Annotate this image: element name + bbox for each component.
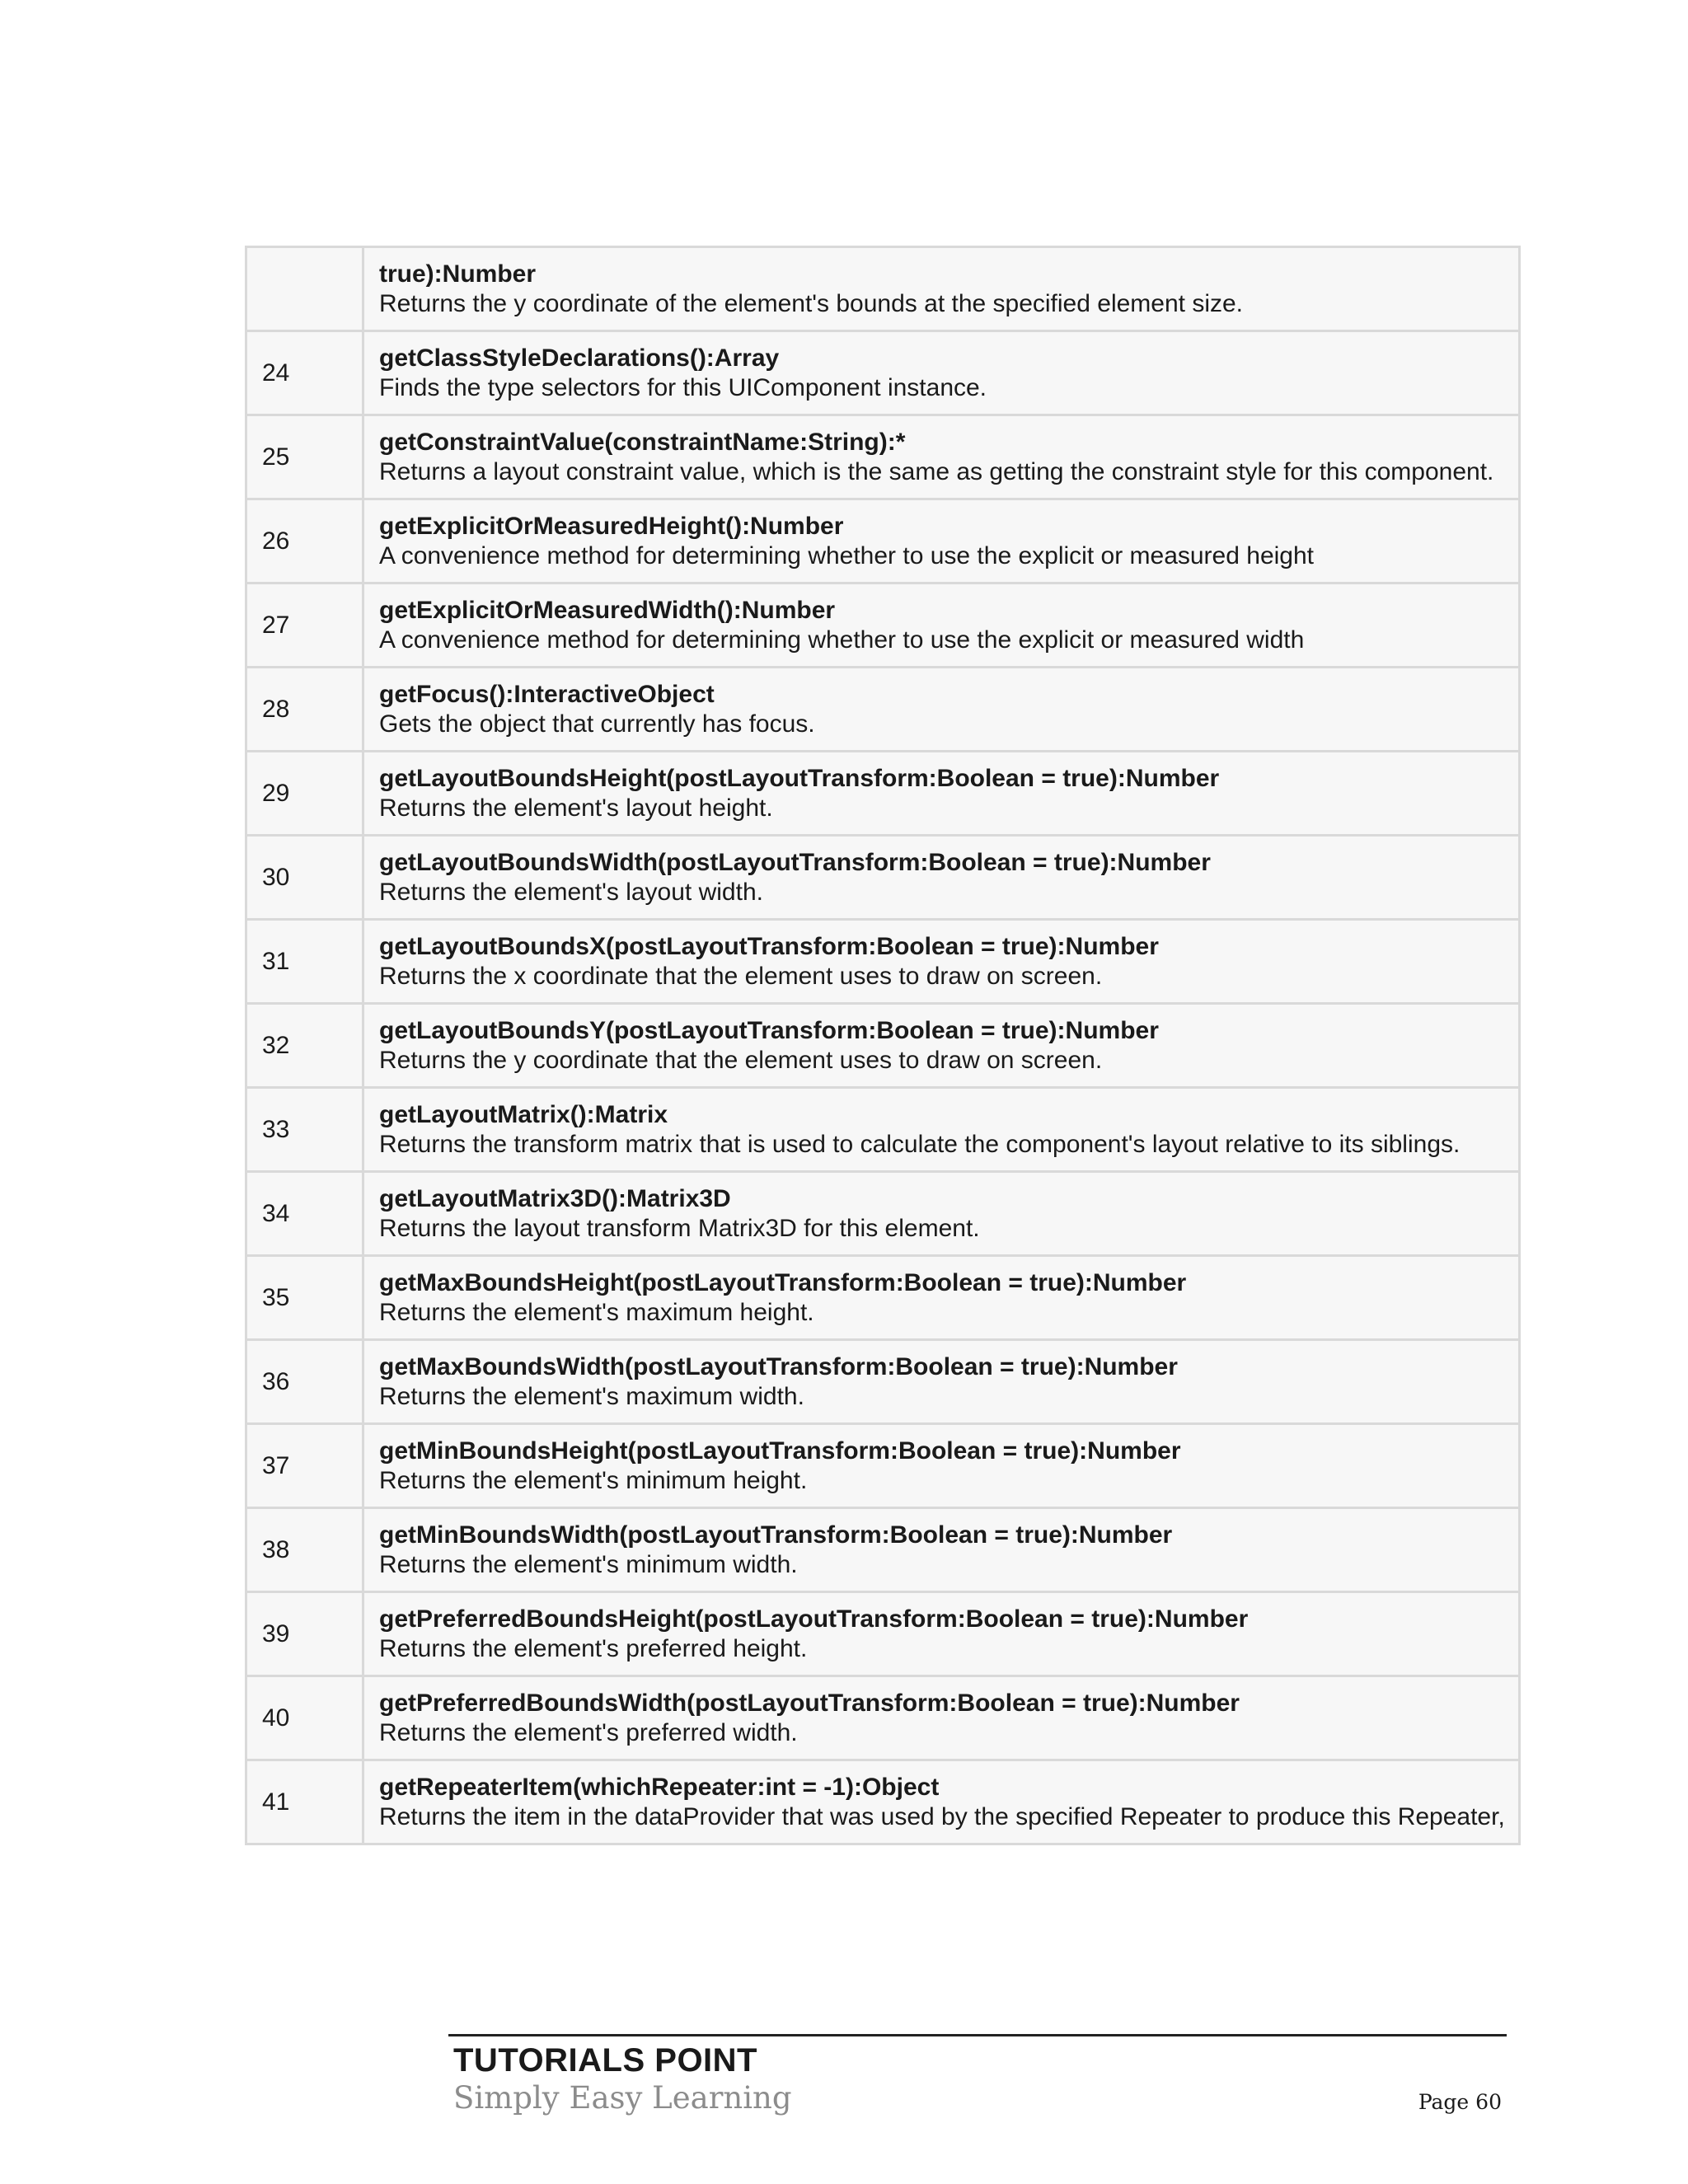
footer-brand-tagline: Simply Easy Learning — [453, 2080, 792, 2116]
method-signature: getLayoutBoundsY(postLayoutTransform:Boolean = true):Number — [379, 1016, 1159, 1044]
row-number: 32 — [246, 1004, 363, 1088]
footer-brand-title: TUTORIALS POINT — [453, 2042, 757, 2079]
row-number: 27 — [246, 583, 363, 668]
method-description: Gets the object that currently has focus. — [379, 710, 815, 738]
table-row — [246, 836, 1520, 920]
table-row — [246, 1340, 1520, 1424]
method-description: Returns the element's maximum width. — [379, 1382, 804, 1410]
row-number: 39 — [246, 1592, 363, 1676]
method-signature: getExplicitOrMeasuredHeight():Number — [379, 512, 844, 540]
method-cell — [363, 752, 1520, 836]
method-signature: getLayoutMatrix():Matrix — [379, 1100, 668, 1128]
method-description: Finds the type selectors for this UIComponent instance. — [379, 373, 987, 401]
table-row — [246, 1676, 1520, 1760]
method-signature: getMinBoundsWidth(postLayoutTransform:Boolean = true):Number — [379, 1521, 1173, 1549]
method-description: Returns the x coordinate that the element uses to draw on screen. — [379, 962, 1103, 990]
method-cell — [363, 1676, 1520, 1760]
table-row — [246, 499, 1520, 583]
method-signature: getFocus():InteractiveObject — [379, 680, 715, 708]
table-row — [246, 331, 1520, 415]
method-description: Returns the element's layout height. — [379, 794, 773, 822]
method-signature: getClassStyleDeclarations():Array — [379, 344, 780, 372]
method-signature: getMaxBoundsHeight(postLayoutTransform:Boolean = true):Number — [379, 1268, 1187, 1296]
method-description: Returns the item in the dataProvider that was used by the specified Repeater to produce this Repeater, — [379, 1802, 1505, 1830]
method-description: Returns the element's minimum height. — [379, 1466, 808, 1494]
method-cell — [363, 331, 1520, 415]
footer-divider — [448, 2034, 1507, 2036]
method-description: Returns the element's minimum width. — [379, 1550, 798, 1578]
methods-table — [245, 246, 1521, 1845]
method-cell — [363, 920, 1520, 1004]
table-row — [246, 1256, 1520, 1340]
row-number: 25 — [246, 415, 363, 499]
method-cell — [363, 1424, 1520, 1508]
table-row — [246, 1172, 1520, 1256]
method-signature: getLayoutBoundsHeight(postLayoutTransform:Boolean = true):Number — [379, 764, 1220, 792]
row-number: 35 — [246, 1256, 363, 1340]
table-row — [246, 1004, 1520, 1088]
method-signature: getMaxBoundsWidth(postLayoutTransform:Boolean = true):Number — [379, 1352, 1178, 1380]
table-row — [246, 1760, 1520, 1844]
row-number: 36 — [246, 1340, 363, 1424]
table-row — [246, 1592, 1520, 1676]
method-description: Returns a layout constraint value, which is the same as getting the constraint style for this component. — [379, 457, 1494, 485]
method-description: Returns the y coordinate of the element's bounds at the specified element size. — [379, 289, 1244, 317]
method-description: Returns the element's maximum height. — [379, 1298, 814, 1326]
methods-table-body — [246, 247, 1520, 1844]
method-cell — [363, 1256, 1520, 1340]
method-cell — [363, 1340, 1520, 1424]
row-number: 34 — [246, 1172, 363, 1256]
method-description: Returns the element's preferred width. — [379, 1718, 798, 1746]
method-signature: getPreferredBoundsWidth(postLayoutTransform:Boolean = true):Number — [379, 1689, 1240, 1717]
row-number: 24 — [246, 331, 363, 415]
method-signature: getConstraintValue(constraintName:String):* — [379, 428, 906, 456]
method-description: Returns the transform matrix that is used to calculate the component's layout relative to its siblings. — [379, 1130, 1461, 1158]
page-number: Page 60 — [1418, 2090, 1502, 2114]
method-cell — [363, 583, 1520, 668]
method-description: Returns the layout transform Matrix3D for this element. — [379, 1214, 980, 1242]
table-row — [246, 668, 1520, 752]
table-row — [246, 1508, 1520, 1592]
method-cell — [363, 668, 1520, 752]
row-number: 26 — [246, 499, 363, 583]
table-row — [246, 920, 1520, 1004]
method-cell — [363, 1508, 1520, 1592]
table-row — [246, 415, 1520, 499]
method-cell — [363, 836, 1520, 920]
method-signature: true):Number — [379, 260, 537, 288]
method-cell — [363, 415, 1520, 499]
method-signature: getMinBoundsHeight(postLayoutTransform:Boolean = true):Number — [379, 1436, 1181, 1465]
table-row — [246, 752, 1520, 836]
method-cell — [363, 1760, 1520, 1844]
table-row — [246, 247, 1520, 331]
method-cell — [363, 499, 1520, 583]
method-description: Returns the element's layout width. — [379, 878, 763, 906]
method-cell — [363, 1172, 1520, 1256]
row-number: 40 — [246, 1676, 363, 1760]
row-number: 41 — [246, 1760, 363, 1844]
row-number: 31 — [246, 920, 363, 1004]
row-number — [246, 247, 363, 331]
row-number: 37 — [246, 1424, 363, 1508]
method-signature: getLayoutBoundsX(postLayoutTransform:Boolean = true):Number — [379, 932, 1159, 960]
row-number: 29 — [246, 752, 363, 836]
method-signature: getLayoutBoundsWidth(postLayoutTransform:Boolean = true):Number — [379, 848, 1211, 876]
method-description: A convenience method for determining whether to use the explicit or measured width — [379, 626, 1305, 654]
method-description: Returns the element's preferred height. — [379, 1634, 808, 1662]
table-row — [246, 1088, 1520, 1172]
method-cell — [363, 1592, 1520, 1676]
method-cell — [363, 1004, 1520, 1088]
row-number: 38 — [246, 1508, 363, 1592]
row-number: 28 — [246, 668, 363, 752]
table-row — [246, 583, 1520, 668]
row-number: 33 — [246, 1088, 363, 1172]
method-signature: getRepeaterItem(whichRepeater:int = -1):Object — [379, 1773, 940, 1801]
method-cell — [363, 1088, 1520, 1172]
method-signature: getExplicitOrMeasuredWidth():Number — [379, 596, 836, 624]
method-description: Returns the y coordinate that the element uses to draw on screen. — [379, 1046, 1103, 1074]
method-description: A convenience method for determining whether to use the explicit or measured height — [379, 541, 1314, 569]
method-cell — [363, 247, 1520, 331]
row-number: 30 — [246, 836, 363, 920]
method-signature: getLayoutMatrix3D():Matrix3D — [379, 1184, 731, 1212]
table-row — [246, 1424, 1520, 1508]
method-signature: getPreferredBoundsHeight(postLayoutTransform:Boolean = true):Number — [379, 1605, 1249, 1633]
